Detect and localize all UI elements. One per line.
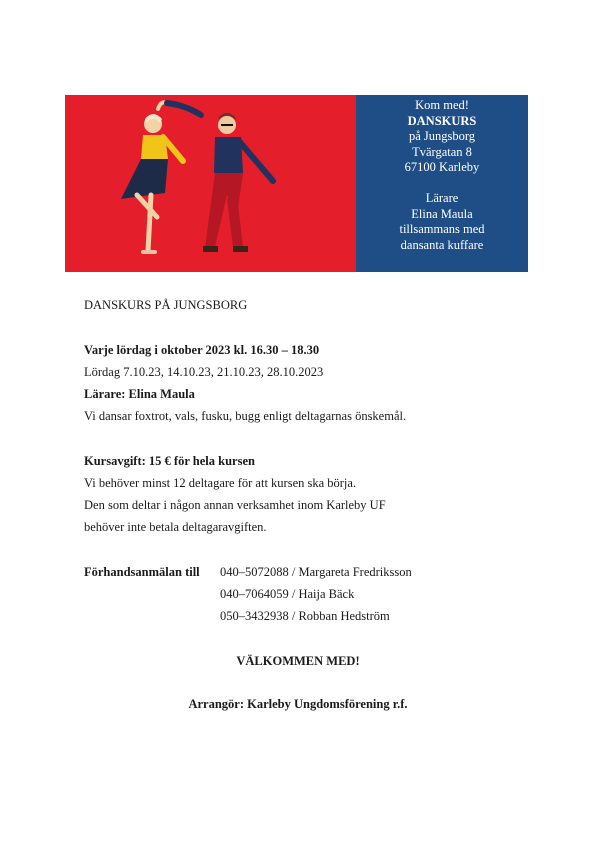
welcome-text: VÄLKOMMEN MED!	[236, 654, 360, 668]
dancing-couple-illustration	[65, 95, 356, 272]
fee-line-3: behöver inte betala deltagaravgiften.	[84, 520, 267, 534]
dancing-couple-photo	[65, 95, 356, 272]
banner-line-teacher-name: Elina Maula	[411, 206, 473, 221]
teacher-line: Lärare: Elina Maula	[84, 387, 195, 401]
banner-line-city: 67100 Karleby	[404, 160, 480, 174]
banner-line-dancers: dansanta kuffare	[400, 237, 484, 252]
schedule-title: Varje lördag i oktober 2023 kl. 16.30 – 18.30	[84, 343, 320, 357]
dance-styles: Vi dansar foxtrot, vals, fusku, bugg enligt deltagarnas önskemål.	[84, 409, 407, 423]
contact-3: 050–3432938 / Robban Hedström	[220, 609, 390, 623]
banner-line-invite: Kom med!	[415, 98, 469, 112]
registration-label: Förhandsanmälan till	[84, 565, 200, 579]
banner-line-street: Tvärgatan 8	[412, 144, 472, 159]
banner-spacer	[356, 176, 528, 192]
schedule-dates: Lördag 7.10.23, 14.10.23, 21.10.23, 28.10.2023	[84, 365, 324, 379]
fee-line-1: Vi behöver minst 12 deltagare för att kursen ska börja.	[84, 476, 357, 490]
banner-line-title: DANSKURS	[407, 113, 477, 128]
fee-title: Kursavgift: 15 € för hela kursen	[84, 454, 255, 468]
banner-line-together: tillsammans med	[399, 222, 485, 236]
info-banner	[356, 95, 528, 272]
fee-line-2: Den som deltar i någon annan verksamhet inom Karleby UF	[84, 498, 386, 512]
banner-line-venue: på Jungsborg	[408, 129, 476, 143]
page-heading: DANSKURS PÅ JUNGSBORG	[84, 298, 248, 312]
contact-2: 040–7064059 / Haija Bäck	[220, 587, 355, 601]
banner-line-teacher-label: Lärare	[425, 191, 459, 205]
contact-1: 040–5072088 / Margareta Fredriksson	[220, 565, 412, 579]
organizer-text: Arrangör: Karleby Ungdomsförening r.f.	[188, 697, 408, 711]
